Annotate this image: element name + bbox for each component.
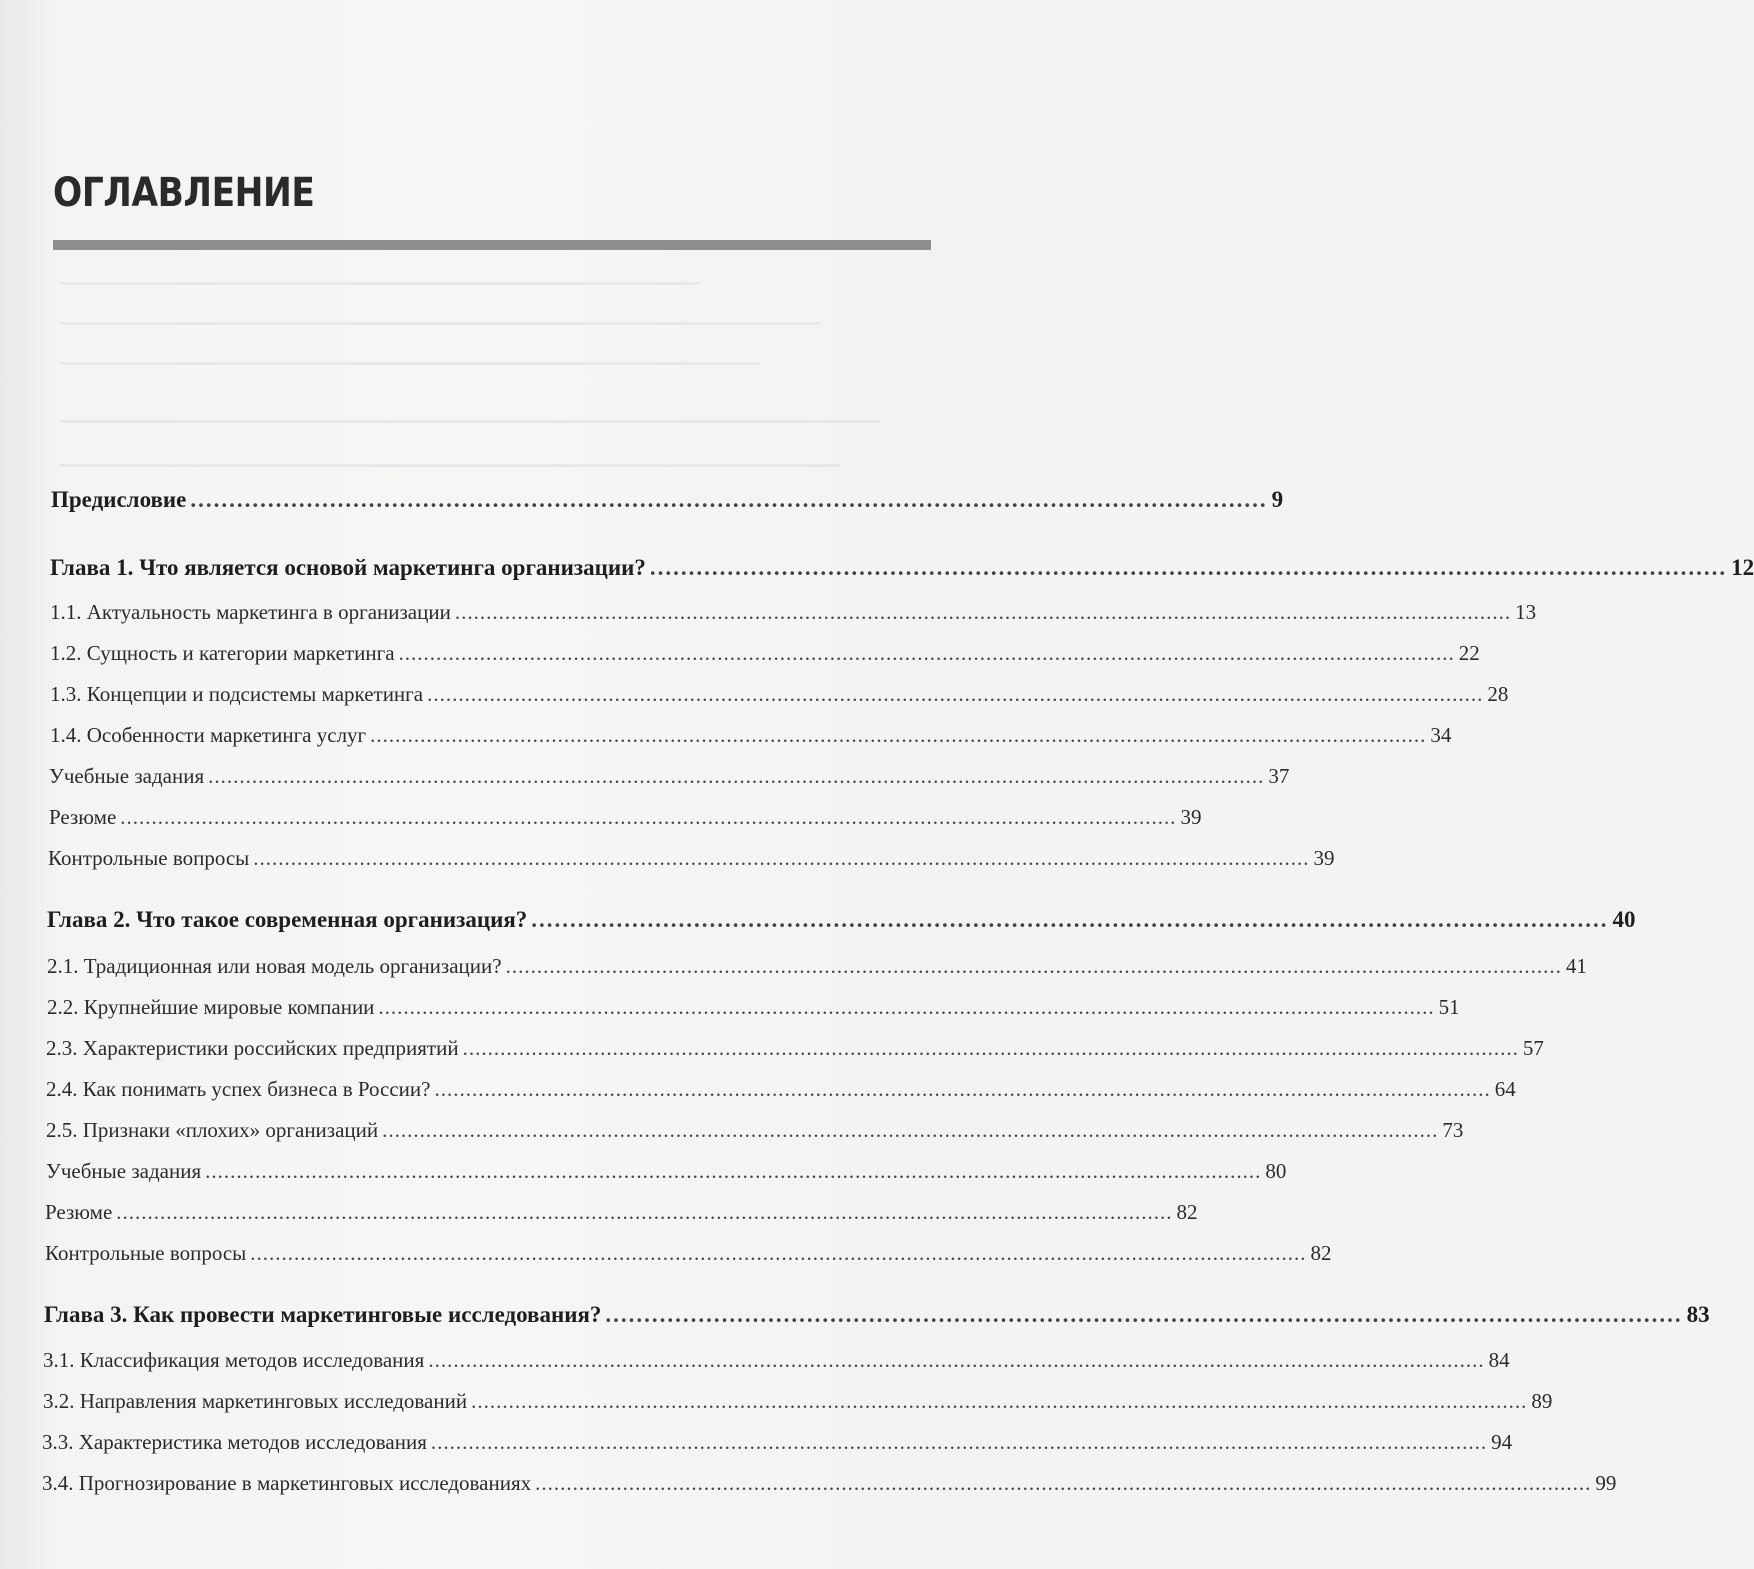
leader-dots: ......................................................................................................................................................................... bbox=[370, 723, 1427, 747]
toc-entry-page: 80 bbox=[1265, 1159, 1287, 1183]
leader-dots: ......................................................................................................................................................................... bbox=[382, 1118, 1439, 1142]
toc-entry-page: 12 bbox=[1731, 555, 1754, 580]
toc-entry-page: 84 bbox=[1488, 1348, 1510, 1372]
leader-dots: ......................................................................................................................................................................... bbox=[378, 995, 1435, 1019]
toc-entry-page: 99 bbox=[1595, 1471, 1617, 1495]
leader-dots: ......................................................................................................................................................................... bbox=[116, 1200, 1173, 1224]
toc-entry-page: 41 bbox=[1565, 954, 1587, 978]
leader-dots: ......................................................................................................................................................................... bbox=[427, 682, 1484, 706]
toc-entry-label: 3.3. Характеристика методов исследования bbox=[42, 1430, 427, 1454]
leader-dots: ......................................................................................................................................................................... bbox=[250, 1241, 1307, 1265]
toc-entry[interactable] bbox=[47, 954, 1587, 979]
toc-entry[interactable] bbox=[50, 641, 1480, 666]
show-through-line bbox=[60, 464, 840, 467]
toc-entry[interactable] bbox=[46, 1118, 1464, 1143]
toc-entry-label: Глава 1. Что является основой маркетинга организации? bbox=[50, 555, 646, 580]
toc-entry[interactable] bbox=[43, 1389, 1553, 1414]
leader-dots: ......................................................................................................................................................................... bbox=[398, 641, 1455, 665]
toc-entry-label: 2.2. Крупнейшие мировые компании bbox=[47, 995, 375, 1019]
toc-entry-label: 1.2. Сущность и категории маркетинга bbox=[50, 641, 395, 665]
leader-dots: ........................................................................................................................................... bbox=[190, 487, 1268, 512]
toc-entry[interactable] bbox=[50, 723, 1452, 748]
leader-dots: ......................................................................................................................................................................... bbox=[462, 1036, 1519, 1060]
leader-dots: ......................................................................................................................................................................... bbox=[430, 1430, 1488, 1454]
toc-entry[interactable] bbox=[50, 682, 1509, 707]
toc-entry-page: 73 bbox=[1442, 1118, 1464, 1142]
leader-dots: ......................................................................................................................................................................... bbox=[120, 805, 1177, 829]
leader-dots: ......................................................................................................................................................................... bbox=[253, 846, 1310, 870]
toc-entry-label: 3.4. Прогнозирование в маркетинговых исследованиях bbox=[42, 1471, 532, 1495]
toc-entry-page: 82 bbox=[1176, 1200, 1198, 1224]
toc-entry-label: Учебные задания bbox=[46, 1159, 202, 1183]
toc-entry-page: 94 bbox=[1491, 1430, 1513, 1454]
leader-dots: ......................................................................................................................................................................... bbox=[454, 600, 1512, 624]
toc-entry[interactable] bbox=[51, 487, 1284, 513]
toc-entry-page: 39 bbox=[1313, 846, 1335, 870]
toc-entry[interactable] bbox=[44, 1302, 1710, 1328]
page-title: ОГЛАВЛЕНИЕ bbox=[53, 170, 315, 216]
toc-entry-page: 22 bbox=[1458, 641, 1480, 665]
show-through-line bbox=[60, 362, 760, 365]
toc-entry[interactable] bbox=[47, 995, 1460, 1020]
toc-entry-label: Глава 2. Что такое современная организация? bbox=[47, 907, 528, 932]
leader-dots: ......................................................................................................................................................................... bbox=[505, 954, 1562, 978]
toc-entry[interactable] bbox=[43, 1348, 1510, 1373]
leader-dots: ......................................................................................................................................................................... bbox=[428, 1348, 1485, 1372]
toc-entry-page: 64 bbox=[1494, 1077, 1516, 1101]
leader-dots: ........................................................................................................................................... bbox=[605, 1302, 1683, 1327]
show-through-line bbox=[60, 420, 880, 423]
toc-entry-label: Резюме bbox=[45, 1200, 113, 1224]
leader-dots: ......................................................................................................................................................................... bbox=[434, 1077, 1491, 1101]
toc-entry-page: 13 bbox=[1515, 600, 1537, 624]
toc-entry-page: 34 bbox=[1430, 723, 1452, 747]
toc-entry-label: 1.3. Концепции и подсистемы маркетинга bbox=[50, 682, 424, 706]
toc-entry-page: 89 bbox=[1531, 1389, 1553, 1413]
toc-entry-label: 2.5. Признаки «плохих» организаций bbox=[46, 1118, 379, 1142]
toc-entry[interactable] bbox=[49, 805, 1202, 830]
toc-entry[interactable] bbox=[45, 1241, 1332, 1266]
toc-entry[interactable] bbox=[42, 1430, 1513, 1455]
toc-entry[interactable] bbox=[50, 600, 1537, 625]
leader-dots: ......................................................................................................................................................................... bbox=[535, 1471, 1592, 1495]
show-through-line bbox=[60, 282, 700, 285]
leader-dots: ........................................................................................................................................... bbox=[531, 907, 1609, 932]
toc-entry-label: 1.1. Актуальность маркетинга в организации bbox=[50, 600, 451, 624]
toc-entry-page: 83 bbox=[1686, 1302, 1710, 1327]
leader-dots: ......................................................................................................................................................................... bbox=[208, 764, 1265, 788]
toc-entry-label: Контрольные вопросы bbox=[45, 1241, 247, 1265]
toc-entry-label: 2.4. Как понимать успех бизнеса в России? bbox=[46, 1077, 431, 1101]
toc-entry-page: 28 bbox=[1487, 682, 1509, 706]
toc-entry[interactable] bbox=[46, 1077, 1516, 1102]
toc-entry[interactable] bbox=[46, 1036, 1544, 1061]
toc-entry[interactable] bbox=[46, 1159, 1287, 1184]
leader-dots: ......................................................................................................................................................................... bbox=[205, 1159, 1262, 1183]
toc-entry-page: 57 bbox=[1522, 1036, 1544, 1060]
toc-entry-label: 2.3. Характеристики российских предприятий bbox=[46, 1036, 459, 1060]
toc-entry[interactable] bbox=[48, 846, 1335, 871]
toc-entry-label: Глава 3. Как провести маркетинговые исследования? bbox=[44, 1302, 602, 1327]
leader-dots: ......................................................................................................................................................................... bbox=[471, 1389, 1528, 1413]
toc-entry-page: 51 bbox=[1438, 995, 1460, 1019]
toc-entry-label: 3.2. Направления маркетинговых исследований bbox=[43, 1389, 468, 1413]
toc-entry[interactable] bbox=[50, 555, 1754, 581]
title-rule bbox=[53, 240, 931, 250]
toc-entry-page: 39 bbox=[1180, 805, 1202, 829]
toc-entry[interactable] bbox=[45, 1200, 1198, 1225]
toc-entry[interactable] bbox=[47, 907, 1636, 933]
toc-entry-label: Учебные задания bbox=[49, 764, 205, 788]
toc-entry-label: 2.1. Традиционная или новая модель организации? bbox=[47, 954, 502, 978]
toc-entry-label: 3.1. Классификация методов исследования bbox=[43, 1348, 425, 1372]
show-through-line bbox=[60, 322, 820, 325]
toc-entry-label: Резюме bbox=[49, 805, 117, 829]
toc-entry-page: 37 bbox=[1268, 764, 1290, 788]
toc-entry-page: 40 bbox=[1612, 907, 1636, 932]
toc-entry-page: 9 bbox=[1271, 487, 1284, 512]
toc-entry[interactable] bbox=[42, 1471, 1617, 1496]
toc-entry-label: Контрольные вопросы bbox=[48, 846, 250, 870]
toc-entry-page: 82 bbox=[1310, 1241, 1332, 1265]
toc-entry[interactable] bbox=[49, 764, 1290, 789]
toc-entry-label: Предисловие bbox=[51, 487, 187, 512]
toc-entry-label: 1.4. Особенности маркетинга услуг bbox=[50, 723, 367, 747]
leader-dots: ........................................................................................................................................... bbox=[649, 555, 1728, 580]
